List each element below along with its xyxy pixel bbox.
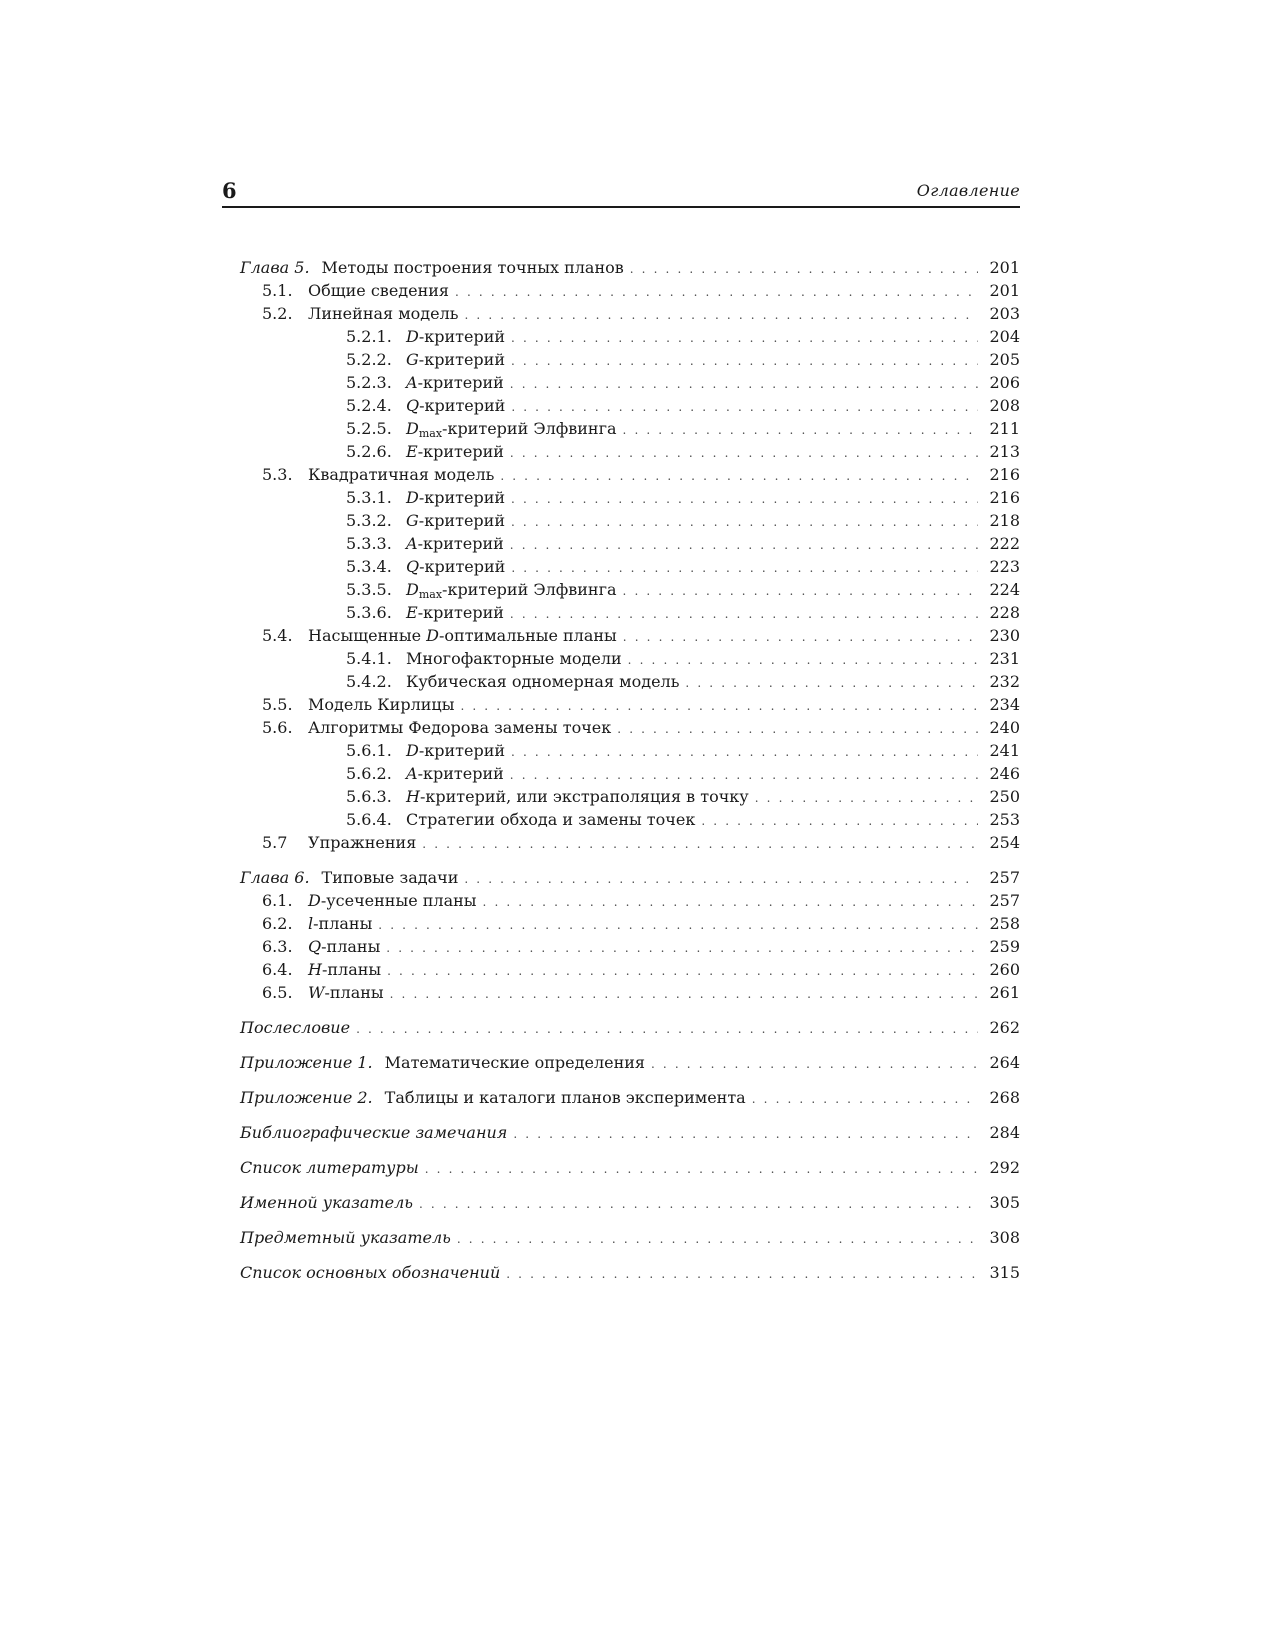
toc-entry-5-4[interactable] [240,624,1020,647]
toc-entry-6-1[interactable] [240,889,1020,912]
toc-entry-6-4[interactable] [240,958,1020,981]
dot-leader [464,304,978,327]
section-number: 5.3. [262,465,293,484]
toc-entry-5-2[interactable] [240,302,1020,325]
section-title: E-критерий [406,603,504,622]
math-symbol: D [406,419,419,438]
entry-title: Список основных обозначений [240,1263,501,1282]
toc-entry-6-3[interactable] [240,935,1020,958]
math-symbol: D [406,741,419,760]
page-ref: 261 [989,983,1020,1002]
dot-leader [511,488,978,511]
dot-leader [630,258,978,281]
chapter-label: Глава 6. [240,868,310,887]
page-ref: 241 [989,741,1020,760]
toc-afterword[interactable] [240,1016,1020,1039]
toc-name-index[interactable] [240,1191,1020,1214]
section-number: 6.2. [262,914,293,933]
math-subscript: max [418,588,443,601]
section-title: Модель Кирлицы [308,695,455,714]
section-number: 5.2.4. [346,396,392,415]
appendix-label: Приложение 1. [240,1053,373,1072]
section-title: W-планы [308,983,384,1002]
dot-leader [511,511,978,534]
dot-leader [701,810,978,833]
page-ref: 260 [989,960,1020,979]
toc-entry-5-6-4[interactable] [240,808,1020,831]
page-ref: 216 [989,465,1020,484]
toc-entry-5-3-1[interactable] [240,486,1020,509]
running-header [222,178,1020,208]
toc-entry-5-5[interactable] [240,693,1020,716]
section-title: Q-критерий [406,396,506,415]
chapter-label: Глава 5. [240,258,310,277]
page-ref: 284 [989,1123,1020,1142]
page-ref: 213 [989,442,1020,461]
entry-title: Именной указатель [240,1193,413,1212]
math-symbol: W [308,983,325,1002]
table-of-contents [240,256,1020,1284]
section-title: D-критерий [406,488,506,507]
page-ref: 223 [989,557,1020,576]
entry-title: Таблицы и каталоги планов эксперимента [384,1088,746,1107]
math-symbol: Q [406,557,420,576]
toc-entry-5-3-5[interactable] [240,578,1020,601]
section-number: 5.2. [262,304,293,323]
page-ref: 205 [989,350,1020,369]
page-ref: 308 [989,1228,1020,1247]
math-symbol: G [406,350,419,369]
math-symbol: A [406,373,418,392]
chapter-title: Типовые задачи [321,868,459,887]
section-number: 5.2.2. [346,350,392,369]
section-number: 5.3.1. [346,488,392,507]
toc-entry-5-1[interactable] [240,279,1020,302]
page-ref: 257 [989,868,1020,887]
math-symbol: D [406,327,419,346]
math-symbol: D [406,488,419,507]
page-ref: 201 [989,258,1020,277]
chapter-title: Методы построения точных планов [321,258,624,277]
dot-leader [378,914,978,937]
dot-leader [390,983,978,1006]
section-number: 5.6.4. [346,810,392,829]
page-ref: 292 [989,1158,1020,1177]
page-number: 6 [222,178,237,203]
page-ref: 259 [989,937,1020,956]
section-number: 5.2.6. [346,442,392,461]
dot-leader [460,695,978,718]
dot-leader [500,465,978,488]
section-number: 6.1. [262,891,293,910]
dot-leader [419,1193,978,1216]
math-symbol: Q [406,396,420,415]
section-number: 5.6.1. [346,741,392,760]
math-symbol: E [406,442,418,461]
running-title: Оглавление [916,181,1020,200]
dot-leader [510,373,978,396]
dot-leader [628,649,978,672]
section-title: Алгоритмы Федорова замены точек [308,718,612,737]
page-ref: 230 [989,626,1020,645]
section-title: Стратегии обхода и замены точек [406,810,696,829]
math-symbol: A [406,764,418,783]
toc-entry-5-4-1[interactable] [240,647,1020,670]
section-title: H-критерий, или экстраполяция в точку [406,787,749,806]
section-title: Кубическая одномерная модель [406,672,680,691]
dot-leader [511,396,978,419]
toc-appendix-1[interactable] [240,1051,1020,1074]
appendix-label: Приложение 2. [240,1088,373,1107]
math-symbol: Q [308,937,322,956]
math-symbol: D [406,580,419,599]
toc-chapter-5[interactable] [240,256,1020,279]
section-number: 5.3.5. [346,580,392,599]
toc-notation-list[interactable] [240,1261,1020,1284]
toc-chapter-6[interactable] [240,866,1020,889]
dot-leader [511,350,978,373]
page-ref: 206 [989,373,1020,392]
section-title: Многофакторные модели [406,649,622,668]
page-ref: 258 [989,914,1020,933]
toc-entry-5-3-6[interactable] [240,601,1020,624]
section-number: 5.3.6. [346,603,392,622]
math-symbol: D [426,626,439,645]
dot-leader [387,960,978,983]
page-ref: 224 [989,580,1020,599]
section-title: Линейная модель [308,304,459,323]
toc-bibliographic-notes[interactable] [240,1121,1020,1144]
dot-leader [755,787,978,810]
dot-leader [422,833,978,856]
toc-entry-5-6[interactable] [240,716,1020,739]
page-ref: 246 [989,764,1020,783]
page-ref: 234 [989,695,1020,714]
toc-entry-5-6-1[interactable] [240,739,1020,762]
section-title: Упражнения [308,833,417,852]
section-number: 5.4.1. [346,649,392,668]
dot-leader [651,1053,978,1076]
dot-leader [685,672,978,695]
page-ref: 315 [989,1263,1020,1282]
toc-entry-5-6-2[interactable] [240,762,1020,785]
section-number: 5.6.2. [346,764,392,783]
section-title: G-критерий [406,511,505,530]
section-number: 5.3.4. [346,557,392,576]
section-number: 6.3. [262,937,293,956]
toc-entry-5-3-4[interactable] [240,555,1020,578]
section-number: 6.5. [262,983,293,1002]
dot-leader [511,557,978,580]
dot-leader [356,1018,978,1041]
toc-entry-5-6-3[interactable] [240,785,1020,808]
page-ref: 268 [989,1088,1020,1107]
section-number: 5.2.1. [346,327,392,346]
entry-title: Послесловие [240,1018,351,1037]
page-ref: 232 [989,672,1020,691]
entry-title: Предметный указатель [240,1228,451,1247]
page-ref: 208 [989,396,1020,415]
section-title: E-критерий [406,442,504,461]
section-number: 5.5. [262,695,293,714]
page-ref: 211 [989,419,1020,438]
section-number: 5.7 [262,833,288,852]
section-title: Q-планы [308,937,381,956]
section-title: D-критерий [406,741,506,760]
section-number: 5.6.3. [346,787,392,806]
dot-leader [483,891,978,914]
page-ref: 222 [989,534,1020,553]
page-ref: 204 [989,327,1020,346]
toc-entry-5-3-2[interactable] [240,509,1020,532]
toc-entry-6-2[interactable] [240,912,1020,935]
toc-entry-5-3[interactable] [240,463,1020,486]
math-symbol: A [406,534,418,553]
section-number: 5.4. [262,626,293,645]
section-number: 5.6. [262,718,293,737]
toc-entry-5-4-2[interactable] [240,670,1020,693]
dot-leader [510,442,978,465]
page-ref: 228 [989,603,1020,622]
section-title: A-критерий [406,764,504,783]
toc-references[interactable] [240,1156,1020,1179]
dot-leader [752,1088,978,1111]
section-number: 5.3.3. [346,534,392,553]
dot-leader [386,937,978,960]
page-ref: 218 [989,511,1020,530]
entry-title: Математические определения [384,1053,645,1072]
math-symbol: H [308,960,322,979]
page-ref: 254 [989,833,1020,852]
section-number: 5.2.3. [346,373,392,392]
toc-entry-5-2-2[interactable] [240,348,1020,371]
toc-entry-5-7[interactable] [240,831,1020,854]
section-number: 5.1. [262,281,293,300]
dot-leader [506,1263,978,1286]
entry-title: Библиографические замечания [240,1123,508,1142]
page-ref: 264 [989,1053,1020,1072]
dot-leader [510,764,978,787]
section-title: $D_{max}$-критерий Элфвинга [406,419,617,440]
page-ref: 250 [989,787,1020,806]
dot-leader [457,1228,978,1251]
page-ref: 262 [989,1018,1020,1037]
section-title: Насыщенные D-оптимальные планы [308,626,617,645]
section-title: D-критерий [406,327,506,346]
section-title: D-усеченные планы [308,891,477,910]
dot-leader [623,419,978,442]
section-number: 5.2.5. [346,419,392,438]
dot-leader [464,868,978,891]
page-ref: 305 [989,1193,1020,1212]
section-title: A-критерий [406,373,504,392]
section-title: G-критерий [406,350,505,369]
toc-entry-5-2-5[interactable] [240,417,1020,440]
section-title: Q-критерий [406,557,506,576]
dot-leader [455,281,978,304]
toc-entry-5-2-6[interactable] [240,440,1020,463]
toc-appendix-2[interactable] [240,1086,1020,1109]
page-ref: 257 [989,891,1020,910]
dot-leader [425,1158,978,1181]
page-ref: 253 [989,810,1020,829]
math-symbol: l [308,914,314,933]
section-title: H-планы [308,960,382,979]
toc-entry-5-3-3[interactable] [240,532,1020,555]
math-symbol: E [406,603,418,622]
dot-leader [511,327,978,350]
section-number: 5.3.2. [346,511,392,530]
dot-leader [513,1123,978,1146]
dot-leader [510,534,978,557]
entry-title: Список литературы [240,1158,419,1177]
dot-leader [623,626,978,649]
dot-leader [511,741,978,764]
section-number: 6.4. [262,960,293,979]
section-title: $D_{max}$-критерий Элфвинга [406,580,617,601]
toc-entry-5-2-1[interactable] [240,325,1020,348]
section-title: Общие сведения [308,281,450,300]
math-symbol: G [406,511,419,530]
math-symbol: D [308,891,321,910]
page-ref: 201 [989,281,1020,300]
toc-entry-6-5[interactable] [240,981,1020,1004]
section-title: Квадратичная модель [308,465,495,484]
page-ref: 203 [989,304,1020,323]
toc-entry-5-2-3[interactable] [240,371,1020,394]
math-symbol: H [406,787,420,806]
toc-subject-index[interactable] [240,1226,1020,1249]
section-number: 5.4.2. [346,672,392,691]
math-subscript: max [418,427,443,440]
page-ref: 216 [989,488,1020,507]
page-ref: 240 [989,718,1020,737]
dot-leader [510,603,978,626]
dot-leader [623,580,978,603]
section-title: A-критерий [406,534,504,553]
dot-leader [617,718,978,741]
page-ref: 231 [989,649,1020,668]
toc-entry-5-2-4[interactable] [240,394,1020,417]
section-title: l-планы [308,914,373,933]
